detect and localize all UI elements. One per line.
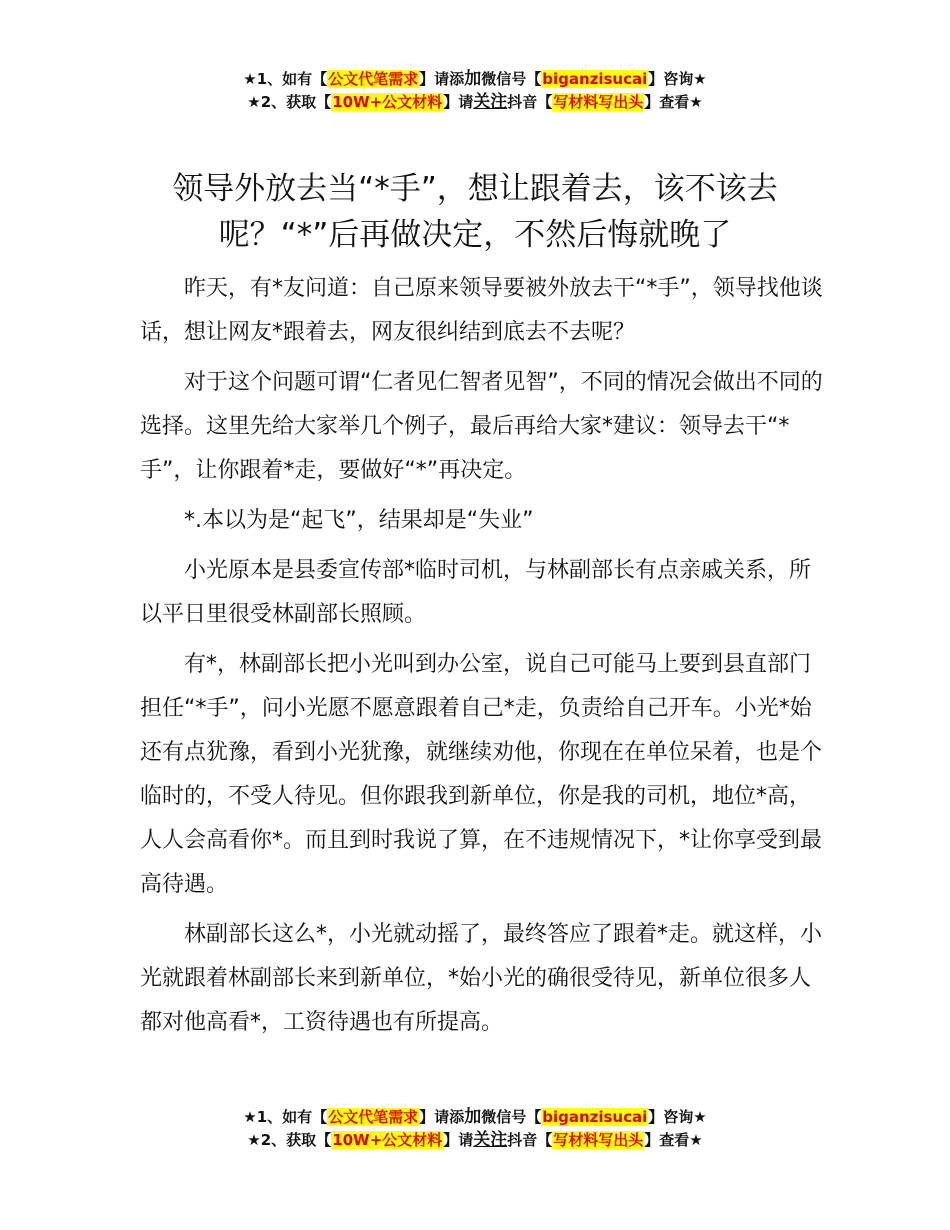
highlight-douyin: 写材料写出头 (553, 1131, 644, 1149)
highlight-wechat-id: biganzisucai (542, 70, 648, 88)
banner-text: 微信号【 (481, 1108, 542, 1126)
banner-text: ★2、获取【 (247, 93, 332, 111)
banner-text: 加 (464, 1107, 482, 1127)
banner-text: 】请添 (419, 70, 465, 88)
paragraph: 有*，林副部长把小光叫到办公室，说自己可能马上要到县直部门担任“*手”，问小光愿不愿意跟着自己*走，负责给自己开车。小光*始还有点犹豫，看到小光犹豫，就继续劝他，你现在在单位呆着，也是个临时的，不受人待见。但你跟我到新单位，你是我的司机，地位*高，人人会高看你*。而且到时我说了算，在不违规情况下，*让你享受到最高待遇。 (140, 652, 823, 897)
title-line-2: 呢？“*”后再做决定，不然后悔就晚了 (218, 217, 732, 253)
banner-text: 】请 (443, 93, 474, 111)
banner-text: 加 (464, 69, 482, 89)
paragraph: 小光原本是县委宣传部*临时司机，与林副部长有点亲戚关系，所以平日里很受林副部长照顾。 (140, 558, 812, 627)
highlight-service: 公文代笔需求 (328, 70, 419, 88)
header-banner (0, 68, 950, 114)
highlight-douyin: 写材料写出头 (553, 93, 644, 111)
highlight-service: 公文代笔需求 (328, 1108, 419, 1126)
footer-banner (0, 1106, 950, 1152)
banner-line-2 (0, 91, 950, 114)
banner-text: 】请 (443, 1131, 474, 1149)
highlight-materials: 10W+公文材料 (332, 1131, 443, 1149)
banner-text: 抖音【 (507, 1131, 553, 1149)
banner-text: 微信号【 (481, 70, 542, 88)
banner-text: 】查看★ (644, 93, 703, 111)
highlight-wechat-id: biganzisucai (542, 1108, 648, 1126)
banner-follow: 关注 (473, 92, 508, 112)
title-line-1: 领导外放去当“*手”，想让跟着去，该不该去 (172, 171, 778, 207)
banner-line-1 (0, 68, 950, 91)
page-title (110, 166, 840, 258)
section-heading: *.本以为是“起飞”，结果却是“失业” (184, 508, 534, 533)
highlight-materials: 10W+公文材料 (332, 93, 443, 111)
banner-text: 】请添 (419, 1108, 465, 1126)
banner-text: 】咨询★ (648, 70, 707, 88)
paragraph: 林副部长这么*，小光就动摇了，最终答应了跟着*走。就这样，小光就跟着林副部长来到新单位，*始小光的确很受待见，新单位很多人都对他高看*，工资待遇也有所提高。 (140, 922, 823, 1035)
paragraph: 对于这个问题可谓“仁者见仁智者见智”，不同的情况会做出不同的选择。这里先给大家举几个例子，最后再给大家*建议：领导去干“*手”，让你跟着*走，要做好“*”再决定。 (140, 370, 823, 483)
banner-text: ★1、如有【 (243, 1108, 328, 1126)
article-body (140, 267, 830, 1051)
banner-text: 】咨询★ (648, 1108, 707, 1126)
paragraph: 昨天，有*友问道：自己原来领导要被外放去干“*手”，领导找他谈话，想让网友*跟着去，网友很纠结到底去不去呢？ (140, 276, 823, 345)
banner-text: ★2、获取【 (247, 1131, 332, 1149)
banner-follow: 关注 (473, 1130, 508, 1150)
banner-text: 】查看★ (644, 1131, 703, 1149)
banner-text: 抖音【 (507, 93, 553, 111)
banner-line-2 (0, 1129, 950, 1152)
banner-line-1 (0, 1106, 950, 1129)
banner-text: ★1、如有【 (243, 70, 328, 88)
